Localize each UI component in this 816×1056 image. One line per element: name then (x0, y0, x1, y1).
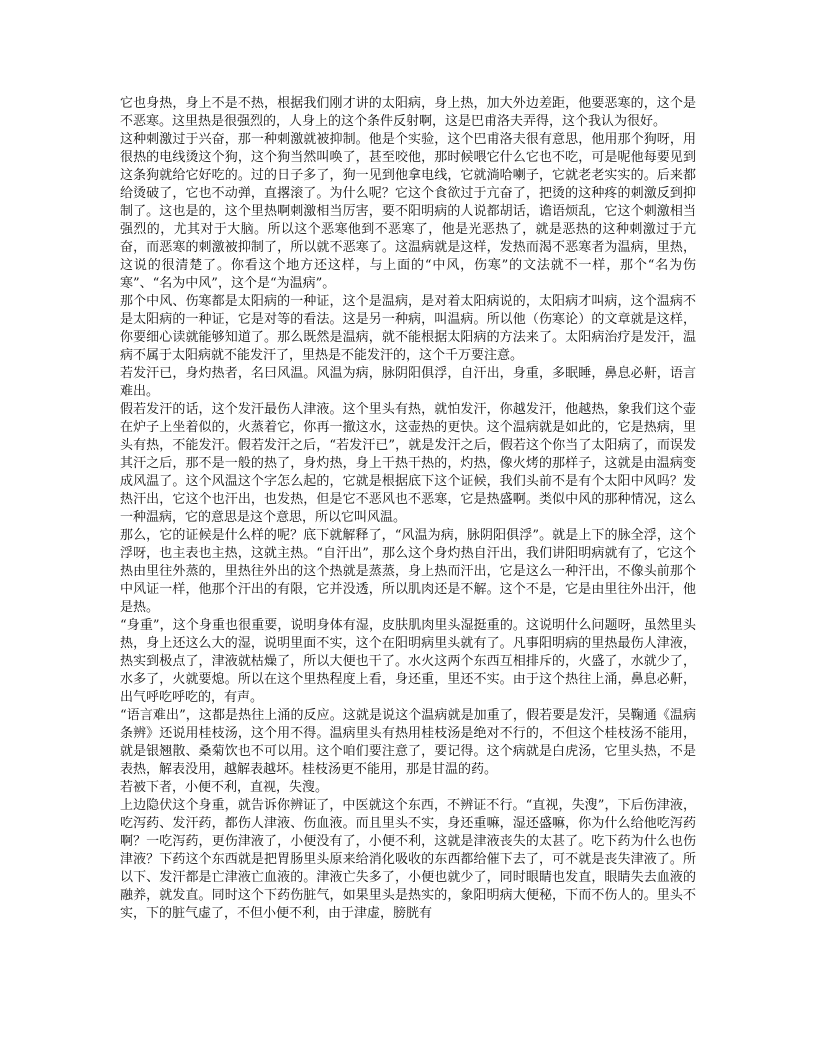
paragraph-4: 若发汗已，身灼热者，名曰风温。风温为病，脉阴阳俱浮，自汗出，身重，多眠睡，鼻息必鼾，语言难出。 (120, 366, 696, 399)
document-body (120, 95, 696, 923)
paragraph-9: 若被下者，小便不利，直视，失溲。 (120, 780, 329, 795)
paragraph-2: 这种刺激过于兴奋，那一种刺激就被抑制。他是个实验，这个巴甫洛夫很有意思，他用那个狗呀，用很热的电线烫这个狗，这个狗当然叫唤了，甚至咬他，那时候喂它什么它也不吃，可是呢他每要见到这条狗就给它好吃的。过的日子多了，狗一见到他拿电线，它就淌哈喇子，它就老老实实的。后来都给烫破了，它也不动弹，直撂滚了。为什么呢？它这个食欲过于亢奋了，把烫的这种疼的刺激反到抑制了。这也是的，这个里热啊刺激相当厉害，要不阳明病的人说都胡话，谵语烦乱，它这个刺激相当强烈的，尤其对于大脑。所以这个恶寒他到不恶寒了，他是光恶热了，就是恶热的这种刺激过于亢奋，而恶寒的刺激被抑制了，所以就不恶寒了。这温病就是这样，发热而渴不恶寒者为温病，里热，这说的很清楚了。你看这个地方还这样，与上面的“中风，伤寒”的文法就不一样，那个“名为伤寒”、“名为中风”，这个是“为温病”。 (120, 132, 696, 291)
paragraph-6: 那么，它的证候是什么样的呢？底下就解释了，“风温为病，脉阴阳俱浮”。就是上下的脉全浮，这个浮呀，也主表也主热，这就主热。“自汗出”，那么这个身灼热自汗出，我们讲阳明病就有了，它这个热由里往外蒸的，里热往外出的这个热就是蒸蒸，身上热而汗出，它是这么一种汗出，不像头前那个中风证一样，他那个汗出的有限，它并没透，所以肌肉还是不解。这个不是，它是由里往外出汗，他是热。 (120, 528, 696, 615)
paragraph-10: 上边隐伏这个身重，就告诉你辨证了，中医就这个东西，不辨证不行。“直视，失溲”，下后伤津液，吃泻药、发汗药，都伤人津液、伤血液。而且里头不实，身还重嘛，湿还盛嘛，你为什么给他吃泻药啊？一吃泻药，更伤津液了，小便没有了，小便不利，这就是津液丧失的太甚了。吃下药为什么也伤津液？下药这个东西就是把胃肠里头原来给消化吸收的东西都给催下去了，可不就是丧失津液了。所以下、发汗都是亡津液亡血液的。津液亡失多了，小便也就少了，同时眼睛也发直，眼睛失去血液的融养，就发直。同时这个下药伤脏气，如果里头是热实的，象阳明病大便秘，下而不伤人的。里头不实，下的脏气虚了，不但小便不利，由于津虚，膀胱有 (120, 798, 696, 921)
paragraph-7: “身重”，这个身重也很重要，说明身体有湿，皮肤肌肉里头湿挺重的。这说明什么问题呀，虽然里头热，身上还这么大的湿，说明里面不实，这个在阳明病里头就有了。凡事阳明病的里热最伤人津液，热实到极点了，津液就枯燥了，所以大便也干了。水火这两个东西互相排斥的，火盛了，水就少了，水多了，火就要熄。所以在这个里热程度上看，身还重，里还不实。由于这个热往上涌，鼻息必鼾，出气呼吃呼吃的，有声。 (120, 618, 696, 705)
paragraph-3: 那个中风、伤寒都是太阳病的一种证，这个是温病，是对着太阳病说的，太阳病才叫病，这个温病不是太阳病的一种证，它是对等的看法。这是另一种病，叫温病。所以他（伤寒论）的文章就是这样，你要细心读就能够知道了。那么既然是温病，就不能根据太阳病的方法来了。太阳病治疗是发汗，温病不属于太阳病就不能发汗了，里热是不能发汗的，这个千万要注意。 (120, 294, 696, 363)
paragraph-1: 它也身热，身上不是不热，根据我们刚才讲的太阳病，身上热，加大外边差距，他要恶寒的，这个是不恶寒。这里热是很强烈的，人身上的这个条件反射啊，这是巴甫洛夫弄得，这个我认为很好。 (120, 96, 696, 129)
paragraph-5: 假若发汗的话，这个发汗最伤人津液。这个里头有热，就怕发汗，你越发汗，他越热，象我们这个壶在炉子上坐着似的，火蒸着它，你再一撤这水，这壶热的更快。这个温病就是如此的，它是热病，里头有热，不能发汗。假若发汗之后，“若发汗已”，就是发汗之后，假若这个你当了太阳病了，而误发其汗之后，那不是一般的热了，身灼热，身上干热干热的，灼热，像火烤的那样子，这就是由温病变成风温了。这个风温这个字怎么起的，它就是根据底下这个证候，我们头前不是有个太阳中风吗？发热汗出，它这个也汗出，也发热，但是它不恶风也不恶寒，它是热盛啊。类似中风的那种情况，这么一种温病，它的意思是这个意思，所以它叫风温。 (120, 402, 696, 525)
paragraph-8: “语言难出”，这都是热往上涌的反应。这就是说这个温病就是加重了，假若要是发汗，吴鞠通《温病条辨》还说用桂枝汤，这个用不得。温病里头有热用桂枝汤是绝对不行的，不但这个桂枝汤不能用，就是银翘散、桑菊饮也不可以用。这个咱们要注意了，要记得。这个病就是白虎汤，它里头热，不是表热，解表没用，越解表越坏。桂枝汤更不能用，那是甘温的药。 (120, 708, 696, 777)
